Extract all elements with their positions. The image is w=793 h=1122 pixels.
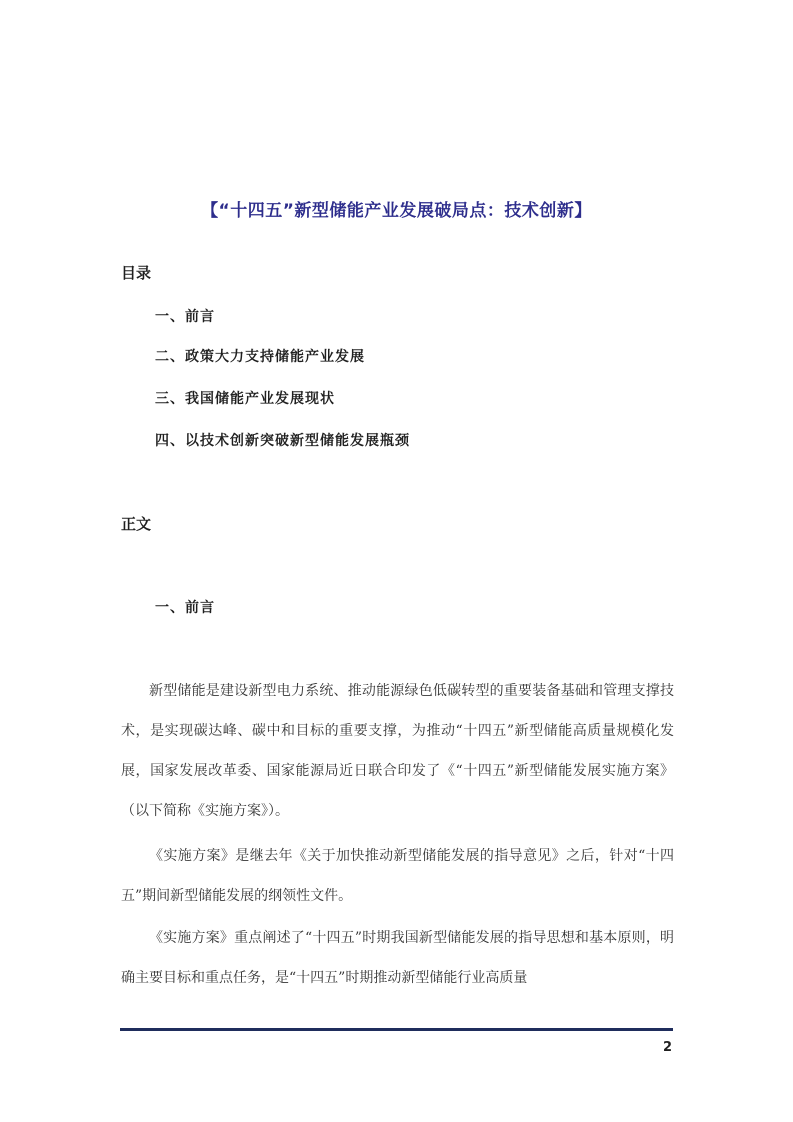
- paragraph: 新型储能是建设新型电力系统、推动能源绿色低碳转型的重要装备基础和管理支撑技术，是实现碳达峰、碳中和目标的重要支撑，为推动“十四五”新型储能高质量规模化发展，国家发展改革委、国家能源局近日联合印发了《“十四五”新型储能发展实施方案》（以下简称《实施方案》）。: [121, 683, 674, 819]
- toc-item[interactable]: 一、前言: [155, 309, 215, 325]
- page-number: 2: [662, 1040, 672, 1055]
- body-heading: 正文: [121, 515, 152, 533]
- toc-item[interactable]: 四、以技术创新突破新型储能发展瓶颈: [155, 433, 410, 449]
- toc-item[interactable]: 二、政策大力支持储能产业发展: [155, 349, 365, 365]
- document-title: 【“十四五”新型储能产业发展破局点：技术创新】: [201, 201, 592, 221]
- paragraph: 《实施方案》是继去年《关于加快推动新型储能发展的指导意见》之后，针对“十四五”期间新型储能发展的纲领性文件。: [121, 848, 674, 904]
- section-heading: 一、前言: [155, 600, 215, 616]
- toc-item[interactable]: 三、我国储能产业发展现状: [155, 391, 335, 407]
- footer-rule: [120, 1028, 673, 1031]
- toc-heading: 目录: [121, 264, 152, 282]
- paragraph: 《实施方案》重点阐述了“十四五”时期我国新型储能发展的指导思想和基本原则，明确主要目标和重点任务，是“十四五”时期推动新型储能行业高质量: [121, 930, 674, 986]
